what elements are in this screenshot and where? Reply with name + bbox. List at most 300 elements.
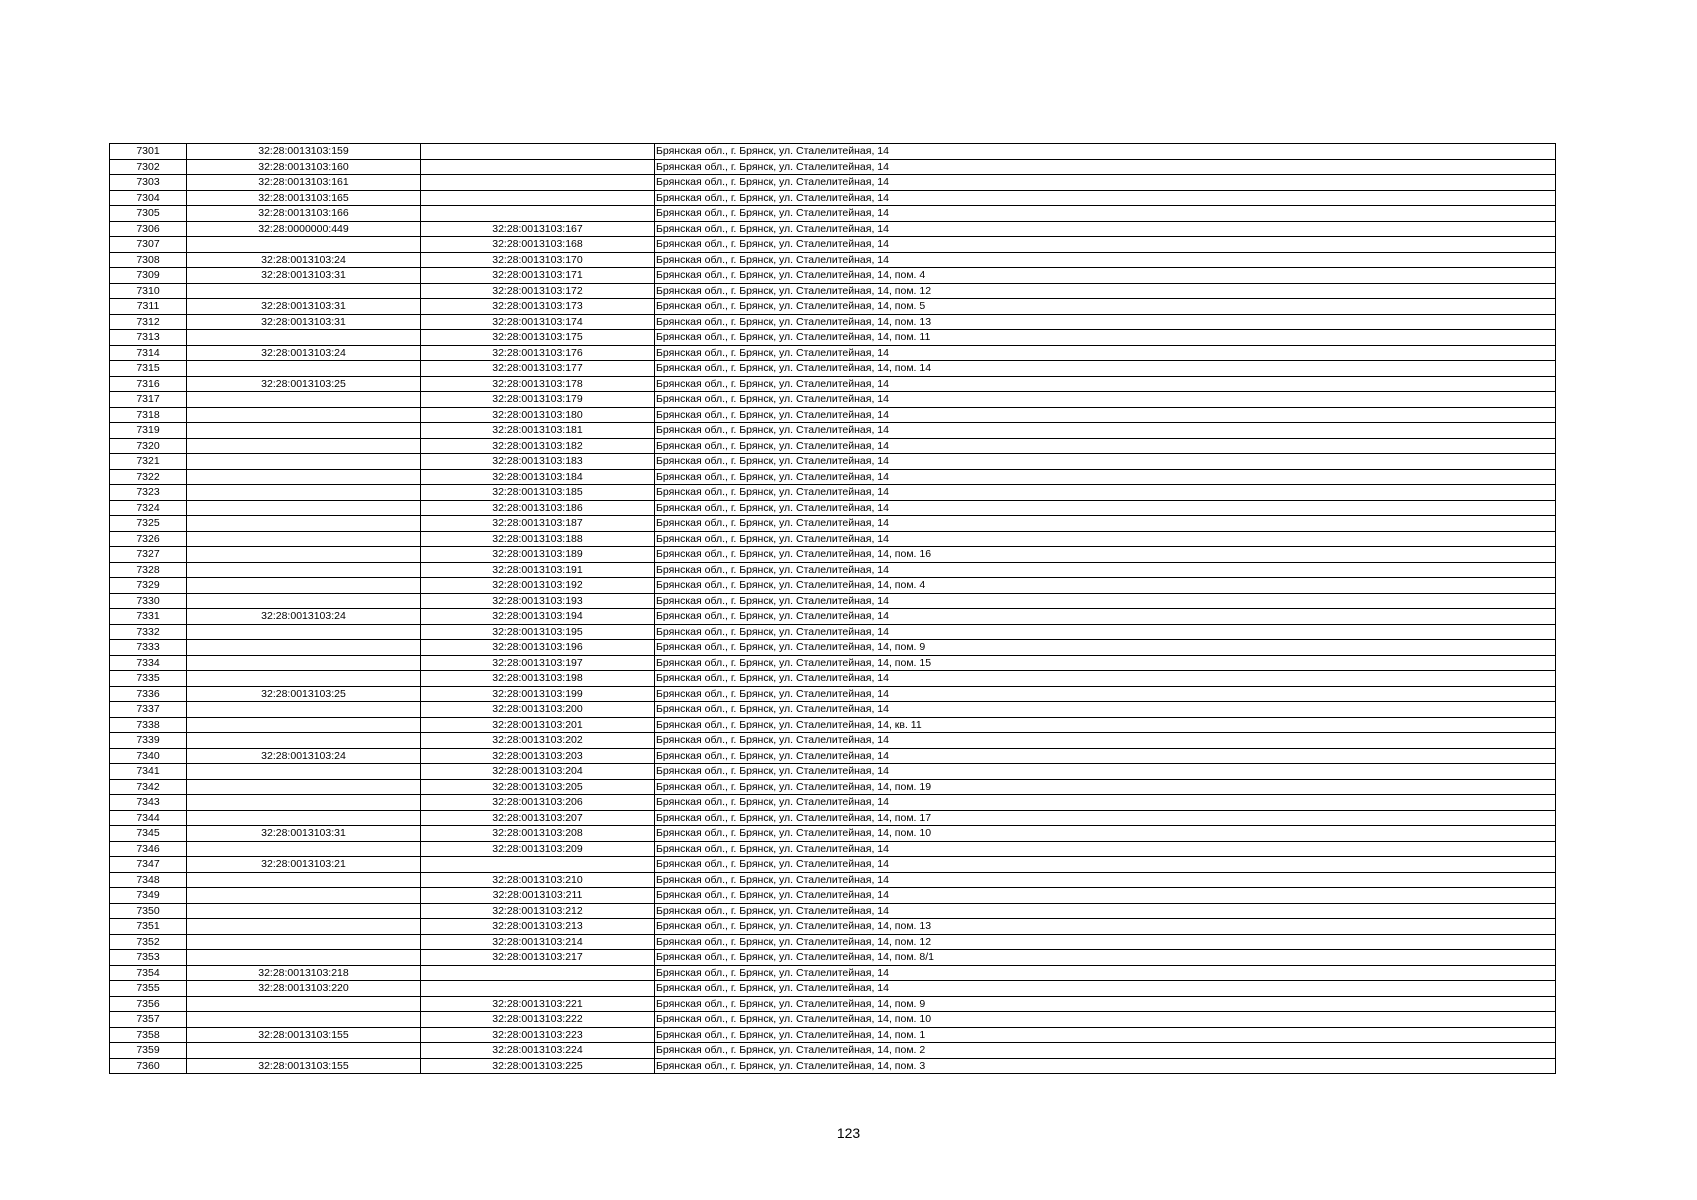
parent-cadastral-cell: 32:28:0013103:24 — [187, 345, 421, 361]
address-cell: Брянская обл., г. Брянск, ул. Сталелитейная, 14 — [655, 206, 1556, 222]
cadastral-number-cell: 32:28:0013103:186 — [421, 500, 655, 516]
cadastral-number-cell: 32:28:0013103:180 — [421, 407, 655, 423]
row-number-cell: 7330 — [110, 593, 187, 609]
table-row — [110, 314, 1556, 330]
row-number-cell: 7324 — [110, 500, 187, 516]
address-cell: Брянская обл., г. Брянск, ул. Сталелитейная, 14 — [655, 609, 1556, 625]
row-number-cell: 7307 — [110, 237, 187, 253]
row-number-cell: 7349 — [110, 888, 187, 904]
parent-cadastral-cell — [187, 361, 421, 377]
address-cell: Брянская обл., г. Брянск, ул. Сталелитейная, 14 — [655, 469, 1556, 485]
parent-cadastral-cell — [187, 547, 421, 563]
table-row — [110, 702, 1556, 718]
parent-cadastral-cell: 32:28:0013103:25 — [187, 376, 421, 392]
row-number-cell: 7356 — [110, 996, 187, 1012]
parent-cadastral-cell — [187, 934, 421, 950]
address-cell: Брянская обл., г. Брянск, ул. Сталелитейная, 14, пом. 9 — [655, 996, 1556, 1012]
row-number-cell: 7319 — [110, 423, 187, 439]
address-cell: Брянская обл., г. Брянск, ул. Сталелитейная, 14 — [655, 423, 1556, 439]
address-cell: Брянская обл., г. Брянск, ул. Сталелитейная, 14, пом. 11 — [655, 330, 1556, 346]
row-number-cell: 7329 — [110, 578, 187, 594]
parent-cadastral-cell — [187, 485, 421, 501]
parent-cadastral-cell — [187, 562, 421, 578]
cadastral-number-cell: 32:28:0013103:212 — [421, 903, 655, 919]
address-cell: Брянская обл., г. Брянск, ул. Сталелитейная, 14 — [655, 438, 1556, 454]
row-number-cell: 7346 — [110, 841, 187, 857]
table-row — [110, 609, 1556, 625]
row-number-cell: 7315 — [110, 361, 187, 377]
parent-cadastral-cell — [187, 903, 421, 919]
address-cell: Брянская обл., г. Брянск, ул. Сталелитейная, 14, пом. 12 — [655, 283, 1556, 299]
table-row — [110, 888, 1556, 904]
row-number-cell: 7334 — [110, 655, 187, 671]
cadastral-number-cell: 32:28:0013103:182 — [421, 438, 655, 454]
address-cell: Брянская обл., г. Брянск, ул. Сталелитейная, 14 — [655, 857, 1556, 873]
table-row — [110, 872, 1556, 888]
table-row — [110, 407, 1556, 423]
row-number-cell: 7333 — [110, 640, 187, 656]
parent-cadastral-cell — [187, 500, 421, 516]
row-number-cell: 7311 — [110, 299, 187, 315]
cadastral-number-cell: 32:28:0013103:171 — [421, 268, 655, 284]
address-cell: Брянская обл., г. Брянск, ул. Сталелитейная, 14, пом. 17 — [655, 810, 1556, 826]
table-row — [110, 516, 1556, 532]
address-cell: Брянская обл., г. Брянск, ул. Сталелитейная, 14 — [655, 841, 1556, 857]
table-row — [110, 779, 1556, 795]
row-number-cell: 7351 — [110, 919, 187, 935]
parent-cadastral-cell: 32:28:0013103:220 — [187, 981, 421, 997]
parent-cadastral-cell — [187, 996, 421, 1012]
table-row — [110, 624, 1556, 640]
row-number-cell: 7359 — [110, 1043, 187, 1059]
address-cell: Брянская обл., г. Брянск, ул. Сталелитейная, 14 — [655, 237, 1556, 253]
cadastral-number-cell: 32:28:0013103:168 — [421, 237, 655, 253]
address-cell: Брянская обл., г. Брянск, ул. Сталелитейная, 14 — [655, 376, 1556, 392]
table-row — [110, 345, 1556, 361]
row-number-cell: 7345 — [110, 826, 187, 842]
parent-cadastral-cell — [187, 578, 421, 594]
parent-cadastral-cell — [187, 872, 421, 888]
parent-cadastral-cell — [187, 888, 421, 904]
cadastral-number-cell: 32:28:0013103:204 — [421, 764, 655, 780]
row-number-cell: 7336 — [110, 686, 187, 702]
cadastral-number-cell: 32:28:0013103:196 — [421, 640, 655, 656]
cadastral-number-cell: 32:28:0013103:209 — [421, 841, 655, 857]
table-row — [110, 330, 1556, 346]
row-number-cell: 7358 — [110, 1027, 187, 1043]
row-number-cell: 7360 — [110, 1058, 187, 1074]
address-cell: Брянская обл., г. Брянск, ул. Сталелитейная, 14 — [655, 965, 1556, 981]
address-cell: Брянская обл., г. Брянск, ул. Сталелитейная, 14, пом. 9 — [655, 640, 1556, 656]
parent-cadastral-cell — [187, 283, 421, 299]
row-number-cell: 7304 — [110, 190, 187, 206]
table-row — [110, 841, 1556, 857]
parent-cadastral-cell — [187, 531, 421, 547]
cadastral-number-cell: 32:28:0013103:183 — [421, 454, 655, 470]
table-row — [110, 593, 1556, 609]
table-row — [110, 934, 1556, 950]
cadastral-number-cell: 32:28:0013103:225 — [421, 1058, 655, 1074]
table-row — [110, 376, 1556, 392]
row-number-cell: 7354 — [110, 965, 187, 981]
row-number-cell: 7318 — [110, 407, 187, 423]
address-cell: Брянская обл., г. Брянск, ул. Сталелитейная, 14, пом. 1 — [655, 1027, 1556, 1043]
parent-cadastral-cell: 32:28:0013103:31 — [187, 314, 421, 330]
row-number-cell: 7337 — [110, 702, 187, 718]
row-number-cell: 7339 — [110, 733, 187, 749]
address-cell: Брянская обл., г. Брянск, ул. Сталелитейная, 14 — [655, 392, 1556, 408]
parent-cadastral-cell — [187, 640, 421, 656]
address-cell: Брянская обл., г. Брянск, ул. Сталелитейная, 14 — [655, 686, 1556, 702]
row-number-cell: 7352 — [110, 934, 187, 950]
row-number-cell: 7327 — [110, 547, 187, 563]
cadastral-number-cell: 32:28:0013103:187 — [421, 516, 655, 532]
parent-cadastral-cell — [187, 919, 421, 935]
address-cell: Брянская обл., г. Брянск, ул. Сталелитейная, 14, пом. 10 — [655, 826, 1556, 842]
table-row — [110, 1058, 1556, 1074]
parent-cadastral-cell — [187, 469, 421, 485]
cadastral-number-cell: 32:28:0013103:193 — [421, 593, 655, 609]
table-row — [110, 175, 1556, 191]
cadastral-number-cell: 32:28:0013103:199 — [421, 686, 655, 702]
cadastral-number-cell: 32:28:0013103:224 — [421, 1043, 655, 1059]
cadastral-number-cell: 32:28:0013103:175 — [421, 330, 655, 346]
table-row — [110, 919, 1556, 935]
cadastral-number-cell: 32:28:0013103:217 — [421, 950, 655, 966]
row-number-cell: 7332 — [110, 624, 187, 640]
parent-cadastral-cell: 32:28:0013103:24 — [187, 252, 421, 268]
registry-table — [109, 143, 1556, 1074]
row-number-cell: 7343 — [110, 795, 187, 811]
address-cell: Брянская обл., г. Брянск, ул. Сталелитейная, 14, пом. 16 — [655, 547, 1556, 563]
address-cell: Брянская обл., г. Брянск, ул. Сталелитейная, 14 — [655, 407, 1556, 423]
table-row — [110, 547, 1556, 563]
table-row — [110, 159, 1556, 175]
table-row — [110, 454, 1556, 470]
row-number-cell: 7353 — [110, 950, 187, 966]
parent-cadastral-cell — [187, 624, 421, 640]
row-number-cell: 7357 — [110, 1012, 187, 1028]
table-row — [110, 423, 1556, 439]
cadastral-number-cell — [421, 965, 655, 981]
address-cell: Брянская обл., г. Брянск, ул. Сталелитейная, 14 — [655, 221, 1556, 237]
address-cell: Брянская обл., г. Брянск, ул. Сталелитейная, 14 — [655, 733, 1556, 749]
address-cell: Брянская обл., г. Брянск, ул. Сталелитейная, 14 — [655, 981, 1556, 997]
address-cell: Брянская обл., г. Брянск, ул. Сталелитейная, 14 — [655, 872, 1556, 888]
cadastral-number-cell: 32:28:0013103:194 — [421, 609, 655, 625]
cadastral-number-cell: 32:28:0013103:184 — [421, 469, 655, 485]
table-row — [110, 671, 1556, 687]
parent-cadastral-cell: 32:28:0013103:161 — [187, 175, 421, 191]
address-cell: Брянская обл., г. Брянск, ул. Сталелитейная, 14 — [655, 562, 1556, 578]
cadastral-number-cell — [421, 175, 655, 191]
address-cell: Брянская обл., г. Брянск, ул. Сталелитейная, 14 — [655, 903, 1556, 919]
row-number-cell: 7321 — [110, 454, 187, 470]
cadastral-number-cell: 32:28:0013103:221 — [421, 996, 655, 1012]
table-row — [110, 748, 1556, 764]
parent-cadastral-cell — [187, 841, 421, 857]
address-cell: Брянская обл., г. Брянск, ул. Сталелитейная, 14 — [655, 531, 1556, 547]
address-cell: Брянская обл., г. Брянск, ул. Сталелитейная, 14 — [655, 159, 1556, 175]
table-row — [110, 903, 1556, 919]
address-cell: Брянская обл., г. Брянск, ул. Сталелитейная, 14 — [655, 454, 1556, 470]
table-row — [110, 795, 1556, 811]
row-number-cell: 7301 — [110, 144, 187, 160]
parent-cadastral-cell — [187, 655, 421, 671]
row-number-cell: 7344 — [110, 810, 187, 826]
parent-cadastral-cell — [187, 1012, 421, 1028]
cadastral-number-cell — [421, 857, 655, 873]
parent-cadastral-cell — [187, 392, 421, 408]
table-row — [110, 252, 1556, 268]
row-number-cell: 7325 — [110, 516, 187, 532]
cadastral-number-cell: 32:28:0013103:174 — [421, 314, 655, 330]
cadastral-number-cell — [421, 190, 655, 206]
table-row — [110, 1027, 1556, 1043]
parent-cadastral-cell: 32:28:0013103:155 — [187, 1058, 421, 1074]
parent-cadastral-cell: 32:28:0013103:24 — [187, 748, 421, 764]
cadastral-number-cell: 32:28:0013103:210 — [421, 872, 655, 888]
table-row — [110, 283, 1556, 299]
table-row — [110, 996, 1556, 1012]
row-number-cell: 7316 — [110, 376, 187, 392]
cadastral-number-cell — [421, 159, 655, 175]
table-row — [110, 392, 1556, 408]
row-number-cell: 7312 — [110, 314, 187, 330]
parent-cadastral-cell — [187, 516, 421, 532]
row-number-cell: 7310 — [110, 283, 187, 299]
row-number-cell: 7302 — [110, 159, 187, 175]
cadastral-number-cell: 32:28:0013103:178 — [421, 376, 655, 392]
cadastral-number-cell: 32:28:0013103:213 — [421, 919, 655, 935]
address-cell: Брянская обл., г. Брянск, ул. Сталелитейная, 14 — [655, 485, 1556, 501]
address-cell: Брянская обл., г. Брянск, ул. Сталелитейная, 14, кв. 11 — [655, 717, 1556, 733]
cadastral-number-cell: 32:28:0013103:222 — [421, 1012, 655, 1028]
address-cell: Брянская обл., г. Брянск, ул. Сталелитейная, 14 — [655, 671, 1556, 687]
row-number-cell: 7317 — [110, 392, 187, 408]
row-number-cell: 7350 — [110, 903, 187, 919]
table-row — [110, 733, 1556, 749]
cadastral-number-cell: 32:28:0013103:192 — [421, 578, 655, 594]
cadastral-number-cell: 32:28:0013103:188 — [421, 531, 655, 547]
row-number-cell: 7308 — [110, 252, 187, 268]
row-number-cell: 7347 — [110, 857, 187, 873]
cadastral-number-cell: 32:28:0013103:191 — [421, 562, 655, 578]
table-row — [110, 686, 1556, 702]
cadastral-number-cell: 32:28:0013103:206 — [421, 795, 655, 811]
address-cell: Брянская обл., г. Брянск, ул. Сталелитейная, 14, пом. 5 — [655, 299, 1556, 315]
cadastral-number-cell: 32:28:0013103:214 — [421, 934, 655, 950]
cadastral-number-cell: 32:28:0013103:208 — [421, 826, 655, 842]
address-cell: Брянская обл., г. Брянск, ул. Сталелитейная, 14 — [655, 624, 1556, 640]
address-cell: Брянская обл., г. Брянск, ул. Сталелитейная, 14 — [655, 175, 1556, 191]
table-row — [110, 299, 1556, 315]
table-row — [110, 981, 1556, 997]
cadastral-number-cell: 32:28:0013103:211 — [421, 888, 655, 904]
table-row — [110, 562, 1556, 578]
row-number-cell: 7335 — [110, 671, 187, 687]
cadastral-number-cell: 32:28:0013103:172 — [421, 283, 655, 299]
table-row — [110, 655, 1556, 671]
cadastral-number-cell: 32:28:0013103:205 — [421, 779, 655, 795]
parent-cadastral-cell: 32:28:0013103:31 — [187, 826, 421, 842]
address-cell: Брянская обл., г. Брянск, ул. Сталелитейная, 14 — [655, 516, 1556, 532]
cadastral-number-cell: 32:28:0013103:167 — [421, 221, 655, 237]
parent-cadastral-cell: 32:28:0013103:25 — [187, 686, 421, 702]
cadastral-number-cell — [421, 144, 655, 160]
address-cell: Брянская обл., г. Брянск, ул. Сталелитейная, 14, пом. 13 — [655, 314, 1556, 330]
table-row — [110, 531, 1556, 547]
page-number: 123 — [836, 1125, 861, 1141]
address-cell: Брянская обл., г. Брянск, ул. Сталелитейная, 14, пом. 13 — [655, 919, 1556, 935]
cadastral-number-cell: 32:28:0013103:198 — [421, 671, 655, 687]
parent-cadastral-cell — [187, 423, 421, 439]
parent-cadastral-cell: 32:28:0013103:31 — [187, 299, 421, 315]
cadastral-number-cell: 32:28:0013103:202 — [421, 733, 655, 749]
address-cell: Брянская обл., г. Брянск, ул. Сталелитейная, 14, пом. 14 — [655, 361, 1556, 377]
table-row — [110, 717, 1556, 733]
table-row — [110, 1043, 1556, 1059]
parent-cadastral-cell — [187, 671, 421, 687]
row-number-cell: 7338 — [110, 717, 187, 733]
table-row — [110, 764, 1556, 780]
row-number-cell: 7323 — [110, 485, 187, 501]
row-number-cell: 7309 — [110, 268, 187, 284]
table-row — [110, 640, 1556, 656]
table-row — [110, 268, 1556, 284]
table-row — [110, 485, 1556, 501]
table-row — [110, 578, 1556, 594]
cadastral-number-cell — [421, 206, 655, 222]
row-number-cell: 7305 — [110, 206, 187, 222]
address-cell: Брянская обл., г. Брянск, ул. Сталелитейная, 14, пом. 2 — [655, 1043, 1556, 1059]
registry-table-body — [110, 144, 1556, 1074]
parent-cadastral-cell: 32:28:0013103:165 — [187, 190, 421, 206]
row-number-cell: 7314 — [110, 345, 187, 361]
cadastral-number-cell: 32:28:0013103:203 — [421, 748, 655, 764]
cadastral-number-cell: 32:28:0013103:170 — [421, 252, 655, 268]
table-row — [110, 469, 1556, 485]
parent-cadastral-cell — [187, 237, 421, 253]
address-cell: Брянская обл., г. Брянск, ул. Сталелитейная, 14 — [655, 702, 1556, 718]
parent-cadastral-cell — [187, 454, 421, 470]
address-cell: Брянская обл., г. Брянск, ул. Сталелитейная, 14 — [655, 593, 1556, 609]
row-number-cell: 7322 — [110, 469, 187, 485]
cadastral-number-cell: 32:28:0013103:179 — [421, 392, 655, 408]
cadastral-number-cell: 32:28:0013103:181 — [421, 423, 655, 439]
table-row — [110, 221, 1556, 237]
parent-cadastral-cell — [187, 733, 421, 749]
address-cell: Брянская обл., г. Брянск, ул. Сталелитейная, 14 — [655, 500, 1556, 516]
parent-cadastral-cell — [187, 795, 421, 811]
table-row — [110, 361, 1556, 377]
parent-cadastral-cell: 32:28:0013103:24 — [187, 609, 421, 625]
row-number-cell: 7341 — [110, 764, 187, 780]
table-row — [110, 826, 1556, 842]
address-cell: Брянская обл., г. Брянск, ул. Сталелитейная, 14 — [655, 345, 1556, 361]
row-number-cell: 7320 — [110, 438, 187, 454]
parent-cadastral-cell — [187, 702, 421, 718]
parent-cadastral-cell: 32:28:0013103:21 — [187, 857, 421, 873]
table-row — [110, 1012, 1556, 1028]
row-number-cell: 7313 — [110, 330, 187, 346]
table-row — [110, 144, 1556, 160]
address-cell: Брянская обл., г. Брянск, ул. Сталелитейная, 14, пом. 4 — [655, 578, 1556, 594]
row-number-cell: 7303 — [110, 175, 187, 191]
address-cell: Брянская обл., г. Брянск, ул. Сталелитейная, 14, пом. 8/1 — [655, 950, 1556, 966]
table-row — [110, 857, 1556, 873]
cadastral-number-cell: 32:28:0013103:200 — [421, 702, 655, 718]
cadastral-number-cell: 32:28:0013103:189 — [421, 547, 655, 563]
cadastral-number-cell: 32:28:0013103:176 — [421, 345, 655, 361]
address-cell: Брянская обл., г. Брянск, ул. Сталелитейная, 14 — [655, 764, 1556, 780]
parent-cadastral-cell — [187, 810, 421, 826]
table-row — [110, 237, 1556, 253]
table-row — [110, 810, 1556, 826]
address-cell: Брянская обл., г. Брянск, ул. Сталелитейная, 14 — [655, 795, 1556, 811]
table-row — [110, 190, 1556, 206]
address-cell: Брянская обл., г. Брянск, ул. Сталелитейная, 14, пом. 3 — [655, 1058, 1556, 1074]
row-number-cell: 7326 — [110, 531, 187, 547]
address-cell: Брянская обл., г. Брянск, ул. Сталелитейная, 14, пом. 15 — [655, 655, 1556, 671]
parent-cadastral-cell — [187, 779, 421, 795]
address-cell: Брянская обл., г. Брянск, ул. Сталелитейная, 14 — [655, 252, 1556, 268]
parent-cadastral-cell: 32:28:0013103:31 — [187, 268, 421, 284]
table-row — [110, 500, 1556, 516]
row-number-cell: 7331 — [110, 609, 187, 625]
table-row — [110, 965, 1556, 981]
address-cell: Брянская обл., г. Брянск, ул. Сталелитейная, 14, пом. 12 — [655, 934, 1556, 950]
parent-cadastral-cell: 32:28:0013103:218 — [187, 965, 421, 981]
parent-cadastral-cell: 32:28:0013103:166 — [187, 206, 421, 222]
address-cell: Брянская обл., г. Брянск, ул. Сталелитейная, 14, пом. 4 — [655, 268, 1556, 284]
cadastral-number-cell: 32:28:0013103:197 — [421, 655, 655, 671]
parent-cadastral-cell: 32:28:0013103:159 — [187, 144, 421, 160]
row-number-cell: 7348 — [110, 872, 187, 888]
parent-cadastral-cell — [187, 764, 421, 780]
row-number-cell: 7355 — [110, 981, 187, 997]
parent-cadastral-cell: 32:28:0013103:155 — [187, 1027, 421, 1043]
parent-cadastral-cell — [187, 407, 421, 423]
parent-cadastral-cell — [187, 330, 421, 346]
cadastral-number-cell: 32:28:0013103:223 — [421, 1027, 655, 1043]
table-row — [110, 206, 1556, 222]
table-row — [110, 950, 1556, 966]
row-number-cell: 7328 — [110, 562, 187, 578]
address-cell: Брянская обл., г. Брянск, ул. Сталелитейная, 14, пом. 10 — [655, 1012, 1556, 1028]
cadastral-number-cell: 32:28:0013103:173 — [421, 299, 655, 315]
cadastral-number-cell: 32:28:0013103:207 — [421, 810, 655, 826]
parent-cadastral-cell — [187, 438, 421, 454]
parent-cadastral-cell: 32:28:0013103:160 — [187, 159, 421, 175]
cadastral-number-cell — [421, 981, 655, 997]
address-cell: Брянская обл., г. Брянск, ул. Сталелитейная, 14 — [655, 144, 1556, 160]
cadastral-number-cell: 32:28:0013103:201 — [421, 717, 655, 733]
row-number-cell: 7342 — [110, 779, 187, 795]
address-cell: Брянская обл., г. Брянск, ул. Сталелитейная, 14 — [655, 190, 1556, 206]
address-cell: Брянская обл., г. Брянск, ул. Сталелитейная, 14, пом. 19 — [655, 779, 1556, 795]
row-number-cell: 7340 — [110, 748, 187, 764]
parent-cadastral-cell: 32:28:0000000:449 — [187, 221, 421, 237]
cadastral-number-cell: 32:28:0013103:177 — [421, 361, 655, 377]
cadastral-number-cell: 32:28:0013103:185 — [421, 485, 655, 501]
cadastral-number-cell: 32:28:0013103:195 — [421, 624, 655, 640]
row-number-cell: 7306 — [110, 221, 187, 237]
parent-cadastral-cell — [187, 1043, 421, 1059]
parent-cadastral-cell — [187, 950, 421, 966]
parent-cadastral-cell — [187, 717, 421, 733]
address-cell: Брянская обл., г. Брянск, ул. Сталелитейная, 14 — [655, 748, 1556, 764]
